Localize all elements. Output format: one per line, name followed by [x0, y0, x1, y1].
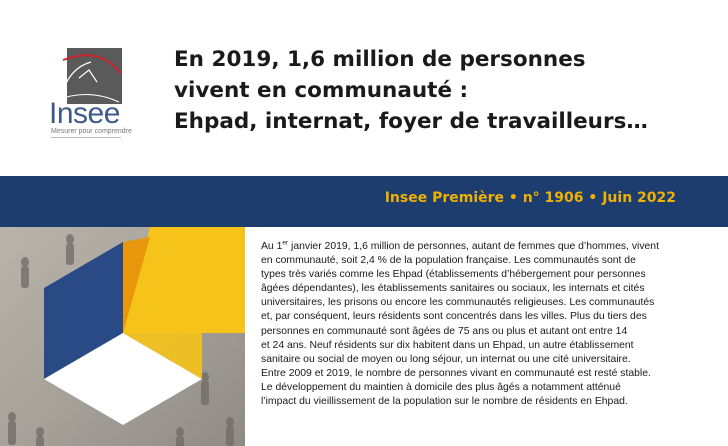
logo-tagline: Mesurer pour comprendre	[51, 128, 132, 135]
summary-line	[261, 240, 721, 254]
title-line: Ehpad, internat, foyer de travailleurs…	[174, 109, 648, 134]
insee-logo[interactable]	[49, 48, 132, 140]
cover-illustration	[0, 227, 245, 446]
summary-paragraph	[261, 240, 721, 409]
title-line: vivent en communauté :	[174, 78, 469, 103]
summary-line: types très variés comme les Ehpad (établissements d’hébergement pour personnes	[261, 269, 646, 281]
logo-wordmark: Insee	[49, 97, 120, 130]
summary-line: en communauté, soit 2,4 % de la population française. Les communautés sont de	[261, 255, 636, 267]
summary-line: l’impact du vieillissement de la population sur le nombre de résidents en Ehpad.	[261, 396, 628, 408]
summary-line: universitaires, les prisons ou encore les communautés religieuses. Les communautés	[261, 297, 655, 309]
ordinal-superscript: er	[282, 239, 289, 247]
summary-text-fragment: Au 1	[261, 241, 283, 252]
cover-graphic	[0, 227, 245, 446]
publication-reference: Insee Première • n° 1906 • Juin 2022	[384, 190, 676, 206]
logo-divider	[51, 137, 121, 138]
summary-line: personnes en communauté sont âgées de 75 ans ou plus et autant ont entre 14	[261, 325, 628, 337]
summary-line: Entre 2009 et 2019, le nombre de personnes vivant en communauté est resté stable.	[261, 367, 651, 379]
title-line: En 2019, 1,6 million de personnes	[174, 47, 586, 72]
summary-line: Le développement du maintien à domicile des plus âgés a notamment atténué	[261, 381, 621, 393]
summary-line: et 24 ans. Neuf résidents sur dix habitent dans un Ehpad, un autre établissement	[261, 339, 634, 351]
summary-text-fragment: janvier 2019, 1,6 million de personnes, autant de femmes que d’hommes, vivent	[288, 241, 659, 252]
summary-line: et, par conséquent, leurs résidents sont concentrés dans les villes. Plus du tiers des	[261, 311, 647, 323]
summary-line: âgées dépendantes), les établissements sanitaires ou sociaux, les internats et cités	[261, 283, 645, 295]
summary-line: sanitaire ou social de moyen ou long séjour, un internat ou une cité universitaire.	[261, 353, 631, 365]
publication-band	[0, 176, 728, 227]
page-title	[174, 44, 714, 137]
